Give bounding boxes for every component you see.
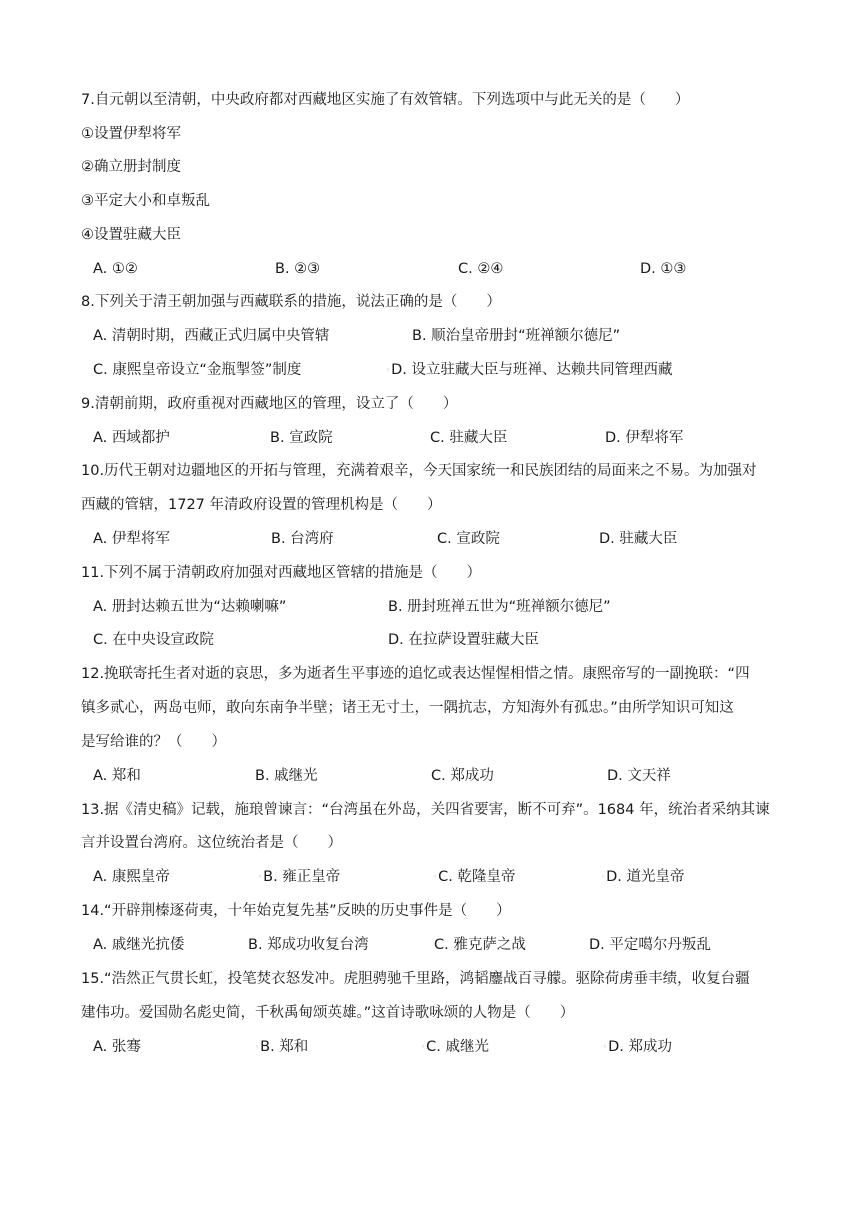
anchor-mark-icon: ◦ <box>601 873 606 881</box>
question-10-option-d: D. 驻藏大臣 <box>599 531 678 547</box>
question-7-option-a: A. ①② <box>93 261 138 277</box>
question-12-stem-line-3: 是写给谁的？（ ） <box>81 734 226 750</box>
question-9-option-c: C. 驻藏大臣 <box>430 430 508 446</box>
question-15-option-d: ◦D. 郑成功 <box>603 1039 673 1055</box>
question-14-option-c: C. 雅克萨之战 <box>434 937 526 953</box>
question-11-option-b: B. 册封班禅五世为“班禅额尔德尼” <box>388 599 611 615</box>
question-14-stem: 14.“开辟荆榛逐荷夷，十年始克复先基”反映的历史事件是（ ） <box>81 903 511 919</box>
question-12-stem-line-2: 镇多贰心，两岛屯师，敢向东南争半壁；诸王无寸土，一隅抗志，方知海外有孤忠。”由所学知识可知这 <box>81 700 734 716</box>
question-15-stem-line-1: 15.“浩然正气贯长虹，投笔焚衣怒发冲。虎胆骋驰千里路，鸿韬鏖战百寻艨。驱除荷虏垂丰绩，收复台疆 <box>81 971 750 987</box>
question-15-stem-line-2: 建伟功。爱国勋名彪史简，千秋禹甸颂英雄。”这首诗歌咏颂的人物是（ ） <box>81 1005 575 1021</box>
question-12-stem-line-1: 12.挽联寄托生者对逝的哀思，多为逝者生平事迹的追忆或表达惺惺相惜之情。康熙帝写的一副挽联：“四 <box>81 666 750 682</box>
question-8-stem: 8.下列关于清王朝加强与西藏联系的措施，说法正确的是（ ） <box>81 294 501 310</box>
question-9-stem: 9.清朝前期，政府重视对西藏地区的管理，设立了（ ） <box>81 396 458 412</box>
question-14-option-b: B. 郑成功收复台湾 <box>248 937 369 953</box>
question-12-option-a: A. 郑和 <box>93 768 141 784</box>
question-9-option-a: A. 西域都护 <box>93 430 170 446</box>
question-15-option-b: ◦B. 郑和 <box>255 1039 309 1055</box>
anchor-mark-icon: ◦ <box>433 873 438 881</box>
question-15-option-c: ◦C. 戚继光 <box>421 1039 489 1055</box>
question-14-option-a: A. 戚继光抗倭 <box>93 937 185 953</box>
question-10-option-b: B. 台湾府 <box>271 531 334 547</box>
question-10-stem-line-2: 西藏的管辖，1727 年清政府设置的管理机构是（ ） <box>81 497 442 513</box>
question-11-stem: 11.下列不属于清朝政府加强对西藏地区管辖的措施是（ ） <box>81 565 482 581</box>
question-7-option-d: D. ①③ <box>640 261 687 277</box>
question-13-option-d: ◦D. 道光皇帝 <box>601 869 685 885</box>
question-8-option-a: A. 清朝时期，西藏正式归属中央管辖 <box>93 328 330 344</box>
question-7-stem: 7.自元朝以至清朝，中央政府都对西藏地区实施了有效管辖。下列选项中与此无关的是（ ） <box>81 92 690 108</box>
anchor-mark-icon: ◦ <box>421 1043 426 1051</box>
question-11-option-c: C. 在中央设宣政院 <box>93 632 214 648</box>
anchor-mark-icon: ◦ <box>258 873 263 881</box>
question-8-option-b: B. 顺治皇帝册封“班禅额尔德尼” <box>412 328 621 344</box>
question-10-stem-line-1: 10.历代王朝对边疆地区的开拓与管理，充满着艰辛，今天国家统一和民族团结的局面来之不易。为加强对 <box>81 463 757 479</box>
question-13-option-b: ◦B. 雍正皇帝 <box>258 869 341 885</box>
question-10-option-a: A. 伊犁将军 <box>93 531 170 547</box>
question-10-option-c: C. 宣政院 <box>437 531 500 547</box>
question-8-option-c: C. 康熙皇帝设立“金瓶掣签”制度 <box>93 362 302 378</box>
question-13-stem-line-1: 13.据《清史稿》记载，施琅曾谏言：“台湾虽在外岛，关四省要害，断不可弃”。1684 年，统治者采纳其谏 <box>81 802 770 818</box>
anchor-mark-icon: ◦ <box>603 1043 608 1051</box>
question-8-option-d: ◦D. 设立驻藏大臣与班禅、达赖共同管理西藏 <box>386 362 673 378</box>
question-7-item-2: ②确立册封制度 <box>81 159 181 175</box>
question-7-item-3: ③平定大小和卓叛乱 <box>81 193 210 209</box>
anchor-mark-icon: ◦ <box>386 366 391 374</box>
question-12-option-c: C. 郑成功 <box>431 768 494 784</box>
question-15-option-a: A. 张骞 <box>93 1039 141 1055</box>
anchor-mark-icon: ◦ <box>255 1043 260 1051</box>
question-13-stem-line-2: 言并设置台湾府。这位统治者是（ ） <box>81 835 342 851</box>
question-13-option-a: A. 康熙皇帝 <box>93 869 170 885</box>
question-11-option-a: A. 册封达赖五世为“达赖喇嘛” <box>93 599 287 615</box>
question-9-option-b: B. 宣政院 <box>270 430 333 446</box>
question-7-option-c: C. ②④ <box>458 261 504 277</box>
question-14-option-d: D. 平定噶尔丹叛乱 <box>589 937 711 953</box>
question-9-option-d: D. 伊犁将军 <box>605 430 684 446</box>
question-7-option-b: B. ②③ <box>275 261 321 277</box>
question-7-item-4: ④设置驻藏大臣 <box>81 227 181 243</box>
question-12-option-b: B. 戚继光 <box>255 768 318 784</box>
question-11-option-d: D. 在拉萨设置驻藏大臣 <box>388 632 539 648</box>
question-12-option-d: D. 文天祥 <box>607 768 671 784</box>
question-13-option-c: ◦C. 乾隆皇帝 <box>433 869 516 885</box>
question-7-item-1: ①设置伊犁将军 <box>81 126 181 142</box>
